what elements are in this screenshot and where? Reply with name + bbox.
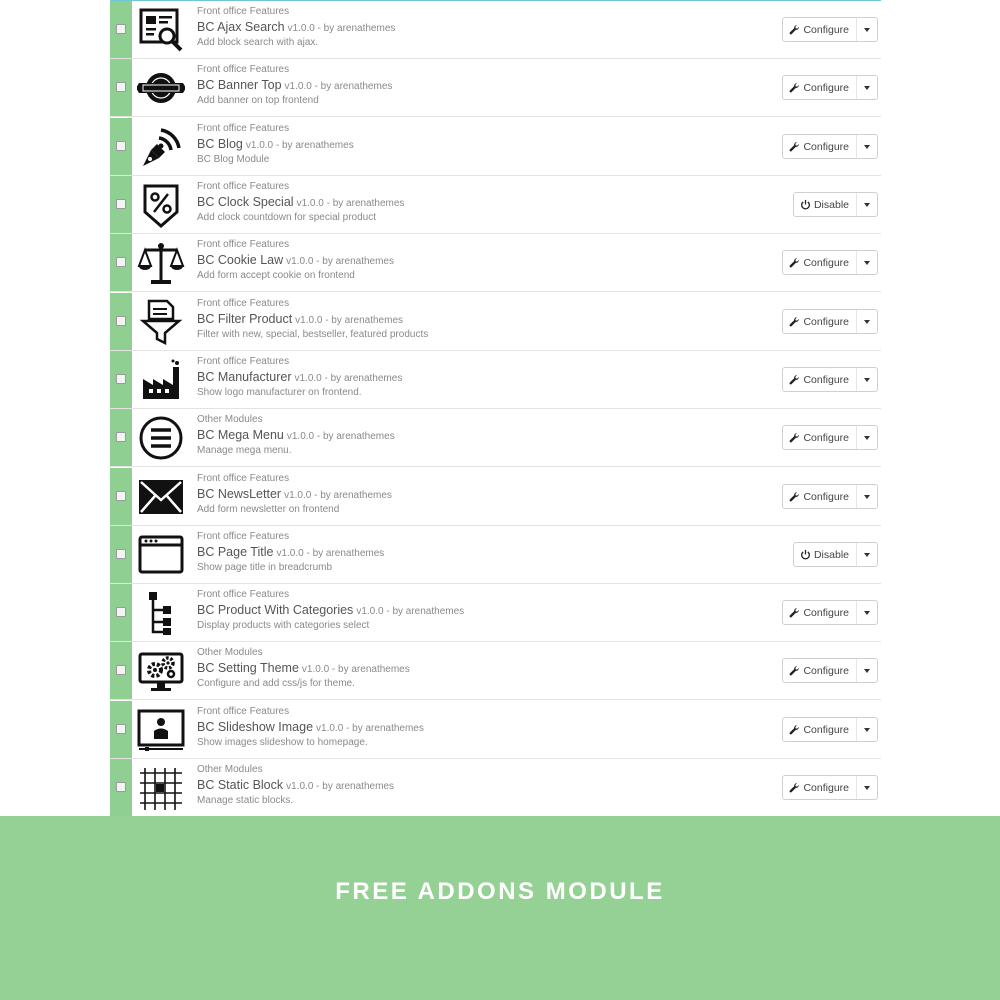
module-list: [110, 0, 881, 817]
row-gutter: [110, 351, 132, 408]
factory-icon: [137, 357, 185, 403]
module-version: v1.0.0 - by arenathemes: [286, 256, 394, 267]
wrench-icon: [789, 82, 800, 93]
module-category: Other Modules: [197, 647, 263, 658]
module-description: Add clock countdown for special product: [197, 212, 376, 223]
action-label: Configure: [803, 140, 849, 153]
module-title: [197, 312, 403, 326]
dropdown-toggle[interactable]: [856, 18, 877, 41]
dropdown-toggle[interactable]: [856, 659, 877, 682]
footer-title: FREE ADDONS MODULE: [335, 878, 665, 905]
dropdown-toggle[interactable]: [856, 718, 877, 741]
module-version: v1.0.0 - by arenathemes: [295, 315, 404, 326]
wrench-icon: [789, 607, 800, 618]
module-description: Add banner on top frontend: [197, 95, 319, 106]
configure-button-group: [782, 717, 878, 742]
caret-down-icon: [864, 611, 870, 615]
module-title: [197, 661, 410, 675]
module-description: Manage static blocks.: [197, 795, 294, 806]
caret-down-icon: [864, 553, 870, 557]
module-category: Other Modules: [197, 414, 263, 425]
configure-button-group: [782, 250, 878, 275]
module-category: Front office Features: [197, 531, 290, 542]
module-description: Add block search with ajax.: [197, 37, 319, 48]
module-version: v1.0.0 - by arenathemes: [286, 781, 394, 792]
configure-button[interactable]: [783, 135, 856, 158]
module-description: Manage mega menu.: [197, 445, 292, 456]
module-category: Front office Features: [197, 589, 290, 600]
pen-feed-icon: [137, 124, 185, 170]
module-name[interactable]: BC Product With Categories: [197, 603, 354, 617]
dropdown-toggle[interactable]: [856, 193, 877, 216]
disable-button-group: [793, 192, 878, 217]
module-category: Front office Features: [197, 123, 290, 134]
module-checkbox[interactable]: [116, 82, 126, 92]
module-version: v1.0.0 - by arenathemes: [316, 723, 424, 734]
power-icon: [800, 549, 811, 560]
module-category: Front office Features: [197, 181, 290, 192]
caret-down-icon: [864, 28, 870, 32]
wrench-icon: [789, 724, 800, 735]
search-document-icon: [137, 7, 185, 53]
module-row: [110, 1, 881, 59]
dropdown-toggle[interactable]: [856, 135, 877, 158]
action-label: Configure: [803, 606, 849, 619]
dropdown-toggle[interactable]: [856, 310, 877, 333]
configure-button[interactable]: [783, 485, 856, 508]
configure-button[interactable]: [783, 310, 856, 333]
module-category: Other Modules: [197, 764, 263, 775]
module-name[interactable]: BC Manufacturer: [197, 370, 292, 384]
module-title: [197, 137, 354, 151]
action-label: Configure: [803, 490, 849, 503]
configure-button-group: [782, 484, 878, 509]
row-gutter: [110, 642, 132, 699]
module-row: [110, 468, 881, 526]
module-category: Front office Features: [197, 356, 290, 367]
caret-down-icon: [864, 436, 870, 440]
module-title: [197, 78, 392, 92]
dropdown-toggle[interactable]: [856, 368, 877, 391]
module-row: [110, 409, 881, 467]
module-description: Show logo manufacturer on frontend.: [197, 387, 362, 398]
module-name[interactable]: BC Banner Top: [197, 78, 282, 92]
configure-button-group: [782, 367, 878, 392]
row-gutter: [110, 584, 132, 641]
module-version: v1.0.0 - by arenathemes: [301, 664, 410, 675]
row-gutter: [110, 293, 132, 350]
module-checkbox[interactable]: [116, 199, 126, 209]
module-checkbox[interactable]: [116, 491, 126, 501]
action-label: Configure: [803, 723, 849, 736]
module-title: [197, 545, 384, 559]
caret-down-icon: [864, 261, 870, 265]
module-category: Front office Features: [197, 239, 290, 250]
wrench-icon: [789, 141, 800, 152]
browser-window-icon: [137, 532, 185, 578]
action-label: Configure: [803, 431, 849, 444]
module-name[interactable]: BC Setting Theme: [197, 661, 299, 675]
module-version: v1.0.0 - by arenathemes: [276, 548, 385, 559]
module-row: [110, 234, 881, 292]
configure-button[interactable]: [783, 76, 856, 99]
action-label: Configure: [803, 373, 849, 386]
module-row: [110, 584, 881, 642]
wrench-icon: [789, 24, 800, 35]
row-gutter: [110, 701, 132, 758]
module-checkbox[interactable]: [116, 665, 126, 675]
configure-button[interactable]: [783, 426, 856, 449]
module-category: Front office Features: [197, 706, 290, 717]
monitor-gears-icon: [137, 648, 185, 694]
module-checkbox[interactable]: [116, 432, 126, 442]
action-label: Disable: [813, 548, 849, 561]
module-title: [197, 603, 464, 617]
module-name[interactable]: BC Mega Menu: [197, 428, 284, 442]
configure-button[interactable]: [783, 718, 856, 741]
dropdown-toggle[interactable]: [856, 251, 877, 274]
percent-tag-icon: [137, 182, 185, 228]
module-name[interactable]: BC Clock Special: [197, 195, 294, 209]
slideshow-player-icon: [137, 707, 185, 753]
module-category: Front office Features: [197, 6, 290, 17]
module-name[interactable]: BC Blog: [197, 137, 243, 151]
module-row: [110, 351, 881, 409]
module-title: [197, 370, 402, 384]
disable-button-group: [793, 542, 878, 567]
configure-button-group: [782, 600, 878, 625]
module-version: v1.0.0 - by arenathemes: [284, 81, 393, 92]
scales-icon: [137, 240, 185, 286]
module-name[interactable]: BC Slideshow Image: [197, 720, 314, 734]
module-version: v1.0.0 - by arenathemes: [245, 140, 354, 151]
module-version: v1.0.0 - by arenathemes: [287, 23, 396, 34]
row-gutter: [110, 526, 132, 583]
module-description: Configure and add css/js for theme.: [197, 678, 355, 689]
category-tree-icon: [137, 590, 185, 636]
module-checkbox[interactable]: [116, 257, 126, 267]
action-label: Configure: [803, 256, 849, 269]
row-gutter: [110, 118, 132, 175]
module-category: Front office Features: [197, 64, 290, 75]
filter-document-icon: [137, 299, 185, 345]
banner-badge-icon: [137, 65, 185, 111]
row-gutter: [110, 176, 132, 233]
configure-button-group: [782, 425, 878, 450]
module-row: [110, 293, 881, 351]
module-checkbox[interactable]: [116, 24, 126, 34]
module-description: Filter with new, special, bestseller, featured products: [197, 329, 429, 340]
module-title: [197, 195, 404, 209]
module-checkbox[interactable]: [116, 316, 126, 326]
wrench-icon: [789, 257, 800, 268]
action-label: Disable: [813, 198, 849, 211]
caret-down-icon: [864, 203, 870, 207]
row-gutter: [110, 59, 132, 116]
module-checkbox[interactable]: [116, 374, 126, 384]
row-gutter: [110, 409, 132, 466]
module-name[interactable]: BC Cookie Law: [197, 253, 284, 267]
dropdown-toggle[interactable]: [856, 543, 877, 566]
wrench-icon: [789, 374, 800, 385]
configure-button[interactable]: [783, 18, 856, 41]
module-name[interactable]: BC Ajax Search: [197, 20, 285, 34]
module-version: v1.0.0 - by arenathemes: [286, 431, 395, 442]
configure-button[interactable]: [783, 368, 856, 391]
wrench-icon: [789, 665, 800, 676]
row-gutter: [110, 234, 132, 291]
module-description: Add form newsletter on frontend: [197, 504, 340, 515]
action-label: Configure: [803, 315, 849, 328]
module-checkbox[interactable]: [116, 141, 126, 151]
module-title: [197, 428, 395, 442]
wrench-icon: [789, 432, 800, 443]
module-version: v1.0.0 - by arenathemes: [294, 373, 403, 384]
action-label: Configure: [803, 81, 849, 94]
module-checkbox[interactable]: [116, 724, 126, 734]
module-description: Show images slideshow to homepage.: [197, 737, 368, 748]
wrench-icon: [789, 316, 800, 327]
module-checkbox[interactable]: [116, 782, 126, 792]
module-row: [110, 759, 881, 817]
wrench-icon: [789, 491, 800, 502]
caret-down-icon: [864, 86, 870, 90]
configure-button-group: [782, 775, 878, 800]
module-description: Show page title in breadcrumb: [197, 562, 333, 573]
module-category: Front office Features: [197, 473, 290, 484]
action-label: Configure: [803, 664, 849, 677]
caret-down-icon: [864, 669, 870, 673]
dropdown-toggle[interactable]: [856, 485, 877, 508]
caret-down-icon: [864, 728, 870, 732]
configure-button-group: [782, 134, 878, 159]
dropdown-toggle[interactable]: [856, 76, 877, 99]
dropdown-toggle[interactable]: [856, 776, 877, 799]
power-icon: [800, 199, 811, 210]
disable-button[interactable]: [794, 543, 856, 566]
dropdown-toggle[interactable]: [856, 426, 877, 449]
module-title: [197, 720, 424, 734]
caret-down-icon: [864, 495, 870, 499]
module-row: [110, 642, 881, 700]
caret-down-icon: [864, 378, 870, 382]
dropdown-toggle[interactable]: [856, 601, 877, 624]
module-row: [110, 59, 881, 117]
module-title: [197, 20, 395, 34]
action-label: Configure: [803, 781, 849, 794]
module-version: v1.0.0 - by arenathemes: [296, 198, 405, 209]
row-gutter: [110, 468, 132, 525]
module-name[interactable]: BC Static Block: [197, 778, 284, 792]
envelope-icon: [137, 474, 185, 520]
configure-button-group: [782, 658, 878, 683]
module-version: v1.0.0 - by arenathemes: [284, 490, 392, 501]
configure-button[interactable]: [783, 776, 856, 799]
configure-button[interactable]: [783, 659, 856, 682]
row-gutter: [110, 1, 132, 58]
configure-button-group: [782, 17, 878, 42]
menu-circle-icon: [137, 415, 185, 461]
module-checkbox[interactable]: [116, 607, 126, 617]
module-description: BC Blog Module: [197, 154, 270, 165]
module-name[interactable]: BC NewsLetter: [197, 487, 282, 501]
module-category: Front office Features: [197, 298, 290, 309]
module-description: Add form accept cookie on frontend: [197, 270, 355, 281]
promo-footer: [0, 816, 1000, 1000]
configure-button[interactable]: [783, 251, 856, 274]
module-description: Display products with categories select: [197, 620, 370, 631]
wrench-icon: [789, 782, 800, 793]
module-row: [110, 118, 881, 176]
action-label: Configure: [803, 23, 849, 36]
disable-button[interactable]: [794, 193, 856, 216]
caret-down-icon: [864, 786, 870, 790]
configure-button[interactable]: [783, 601, 856, 624]
caret-down-icon: [864, 145, 870, 149]
grid-block-icon: [137, 765, 185, 811]
module-row: [110, 176, 881, 234]
module-title: [197, 778, 394, 792]
module-row: [110, 701, 881, 759]
caret-down-icon: [864, 320, 870, 324]
module-row: [110, 526, 881, 584]
module-name[interactable]: BC Page Title: [197, 545, 274, 559]
configure-button-group: [782, 75, 878, 100]
configure-button-group: [782, 309, 878, 334]
module-name[interactable]: BC Filter Product: [197, 312, 293, 326]
row-gutter: [110, 759, 132, 816]
module-title: [197, 253, 394, 267]
module-title: [197, 487, 392, 501]
module-checkbox[interactable]: [116, 549, 126, 559]
module-version: v1.0.0 - by arenathemes: [356, 606, 465, 617]
